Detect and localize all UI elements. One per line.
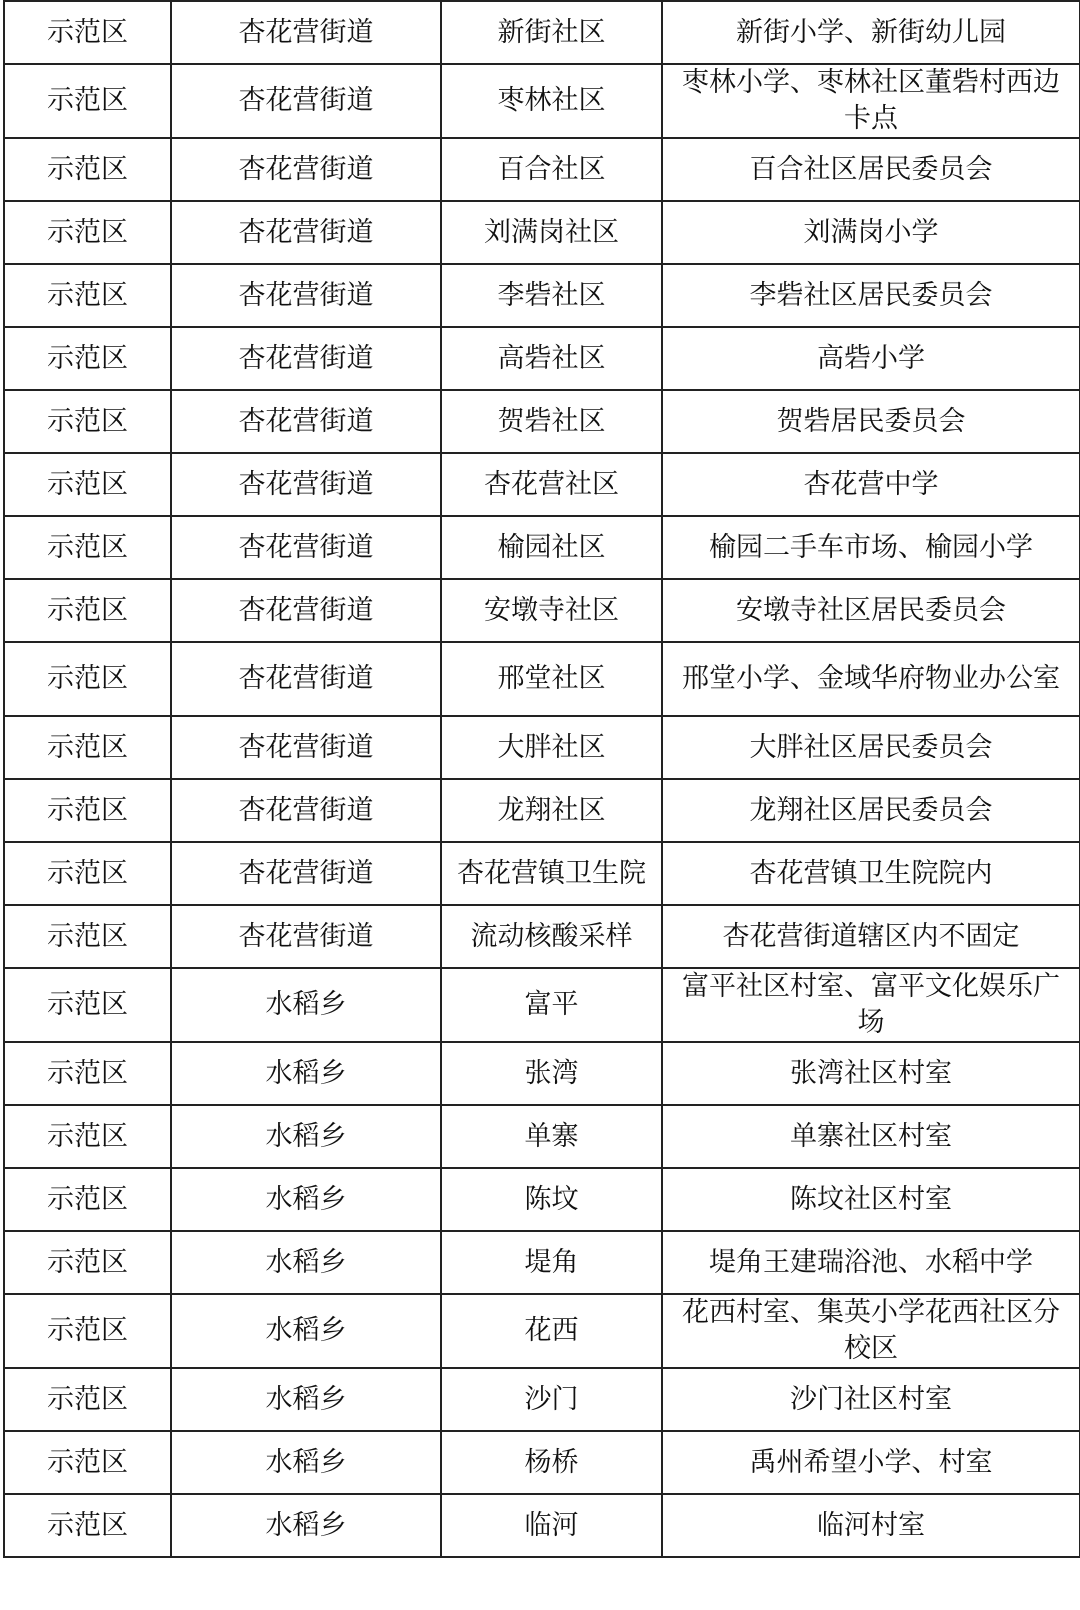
community-cell: 单寨: [441, 1105, 662, 1168]
district-cell: 示范区: [4, 642, 171, 716]
table-row: [4, 453, 1080, 516]
document-page: [3, 0, 1080, 1558]
table-row: [4, 201, 1080, 264]
site-location-cell: 刘满岗小学: [662, 201, 1080, 264]
site-location-cell: 花西村室、集英小学花西社区分校区: [662, 1294, 1080, 1368]
site-location-cell: 杏花营街道辖区内不固定: [662, 905, 1080, 968]
site-location-cell: 贺砦居民委员会: [662, 390, 1080, 453]
district-cell: 示范区: [4, 716, 171, 779]
community-cell: 杏花营镇卫生院: [441, 842, 662, 905]
subdistrict-cell: 水稻乡: [171, 1231, 441, 1294]
district-cell: 示范区: [4, 579, 171, 642]
community-cell: 富平: [441, 968, 662, 1042]
district-cell: 示范区: [4, 264, 171, 327]
district-cell: 示范区: [4, 453, 171, 516]
district-cell: 示范区: [4, 1368, 171, 1431]
subdistrict-cell: 杏花营街道: [171, 390, 441, 453]
subdistrict-cell: 水稻乡: [171, 1431, 441, 1494]
site-location-cell: 高砦小学: [662, 327, 1080, 390]
table-row: [4, 1168, 1080, 1231]
site-location-cell: 榆园二手车市场、榆园小学: [662, 516, 1080, 579]
community-cell: 百合社区: [441, 138, 662, 201]
table-row: [4, 64, 1080, 138]
subdistrict-cell: 杏花营街道: [171, 327, 441, 390]
community-cell: 堤角: [441, 1231, 662, 1294]
district-cell: 示范区: [4, 1, 171, 64]
site-location-cell: 安墩寺社区居民委员会: [662, 579, 1080, 642]
community-cell: 安墩寺社区: [441, 579, 662, 642]
community-cell: 榆园社区: [441, 516, 662, 579]
community-cell: 杏花营社区: [441, 453, 662, 516]
district-cell: 示范区: [4, 390, 171, 453]
site-location-cell: 杏花营镇卫生院院内: [662, 842, 1080, 905]
subdistrict-cell: 杏花营街道: [171, 1, 441, 64]
site-location-cell: 大胖社区居民委员会: [662, 716, 1080, 779]
community-cell: 流动核酸采样: [441, 905, 662, 968]
subdistrict-cell: 水稻乡: [171, 1368, 441, 1431]
site-location-cell: 李砦社区居民委员会: [662, 264, 1080, 327]
table-row: [4, 779, 1080, 842]
table-row: [4, 138, 1080, 201]
community-cell: 花西: [441, 1294, 662, 1368]
table-row: [4, 905, 1080, 968]
subdistrict-cell: 杏花营街道: [171, 905, 441, 968]
table-row: [4, 1368, 1080, 1431]
district-cell: 示范区: [4, 1294, 171, 1368]
district-cell: 示范区: [4, 1494, 171, 1557]
table-row: [4, 390, 1080, 453]
district-cell: 示范区: [4, 968, 171, 1042]
site-location-cell: 陈坟社区村室: [662, 1168, 1080, 1231]
site-location-cell: 富平社区村室、富平文化娱乐广场: [662, 968, 1080, 1042]
district-cell: 示范区: [4, 327, 171, 390]
site-location-cell: 枣林小学、枣林社区董砦村西边卡点: [662, 64, 1080, 138]
subdistrict-cell: 水稻乡: [171, 1294, 441, 1368]
subdistrict-cell: 杏花营街道: [171, 716, 441, 779]
community-cell: 邢堂社区: [441, 642, 662, 716]
table-row: [4, 968, 1080, 1042]
subdistrict-cell: 水稻乡: [171, 1168, 441, 1231]
table-row: [4, 1294, 1080, 1368]
table-row: [4, 264, 1080, 327]
subdistrict-cell: 水稻乡: [171, 968, 441, 1042]
district-cell: 示范区: [4, 905, 171, 968]
community-cell: 新街社区: [441, 1, 662, 64]
table-row: [4, 1, 1080, 64]
community-cell: 贺砦社区: [441, 390, 662, 453]
subdistrict-cell: 杏花营街道: [171, 264, 441, 327]
table-body: [4, 1, 1080, 1557]
table-row: [4, 642, 1080, 716]
subdistrict-cell: 杏花营街道: [171, 453, 441, 516]
table-row: [4, 579, 1080, 642]
district-cell: 示范区: [4, 138, 171, 201]
table-row: [4, 842, 1080, 905]
district-cell: 示范区: [4, 1105, 171, 1168]
table-row: [4, 1494, 1080, 1557]
district-cell: 示范区: [4, 842, 171, 905]
community-cell: 沙门: [441, 1368, 662, 1431]
table-row: [4, 1231, 1080, 1294]
site-location-cell: 邢堂小学、金域华府物业办公室: [662, 642, 1080, 716]
subdistrict-cell: 杏花营街道: [171, 516, 441, 579]
subdistrict-cell: 杏花营街道: [171, 642, 441, 716]
site-location-cell: 禹州希望小学、村室: [662, 1431, 1080, 1494]
table-row: [4, 516, 1080, 579]
table-row: [4, 716, 1080, 779]
table-row: [4, 1431, 1080, 1494]
district-cell: 示范区: [4, 201, 171, 264]
subdistrict-cell: 杏花营街道: [171, 579, 441, 642]
subdistrict-cell: 杏花营街道: [171, 779, 441, 842]
sampling-sites-table: [3, 0, 1080, 1558]
community-cell: 李砦社区: [441, 264, 662, 327]
site-location-cell: 张湾社区村室: [662, 1042, 1080, 1105]
community-cell: 临河: [441, 1494, 662, 1557]
community-cell: 张湾: [441, 1042, 662, 1105]
community-cell: 刘满岗社区: [441, 201, 662, 264]
community-cell: 高砦社区: [441, 327, 662, 390]
community-cell: 龙翔社区: [441, 779, 662, 842]
district-cell: 示范区: [4, 64, 171, 138]
district-cell: 示范区: [4, 516, 171, 579]
table-row: [4, 1105, 1080, 1168]
community-cell: 枣林社区: [441, 64, 662, 138]
site-location-cell: 单寨社区村室: [662, 1105, 1080, 1168]
district-cell: 示范区: [4, 779, 171, 842]
subdistrict-cell: 杏花营街道: [171, 64, 441, 138]
site-location-cell: 新街小学、新街幼儿园: [662, 1, 1080, 64]
community-cell: 陈坟: [441, 1168, 662, 1231]
subdistrict-cell: 水稻乡: [171, 1494, 441, 1557]
district-cell: 示范区: [4, 1431, 171, 1494]
site-location-cell: 龙翔社区居民委员会: [662, 779, 1080, 842]
district-cell: 示范区: [4, 1168, 171, 1231]
community-cell: 杨桥: [441, 1431, 662, 1494]
site-location-cell: 沙门社区村室: [662, 1368, 1080, 1431]
district-cell: 示范区: [4, 1042, 171, 1105]
site-location-cell: 临河村室: [662, 1494, 1080, 1557]
table-row: [4, 327, 1080, 390]
site-location-cell: 百合社区居民委员会: [662, 138, 1080, 201]
table-row: [4, 1042, 1080, 1105]
subdistrict-cell: 杏花营街道: [171, 138, 441, 201]
district-cell: 示范区: [4, 1231, 171, 1294]
community-cell: 大胖社区: [441, 716, 662, 779]
site-location-cell: 杏花营中学: [662, 453, 1080, 516]
subdistrict-cell: 杏花营街道: [171, 201, 441, 264]
subdistrict-cell: 水稻乡: [171, 1042, 441, 1105]
site-location-cell: 堤角王建瑞浴池、水稻中学: [662, 1231, 1080, 1294]
subdistrict-cell: 杏花营街道: [171, 842, 441, 905]
subdistrict-cell: 水稻乡: [171, 1105, 441, 1168]
